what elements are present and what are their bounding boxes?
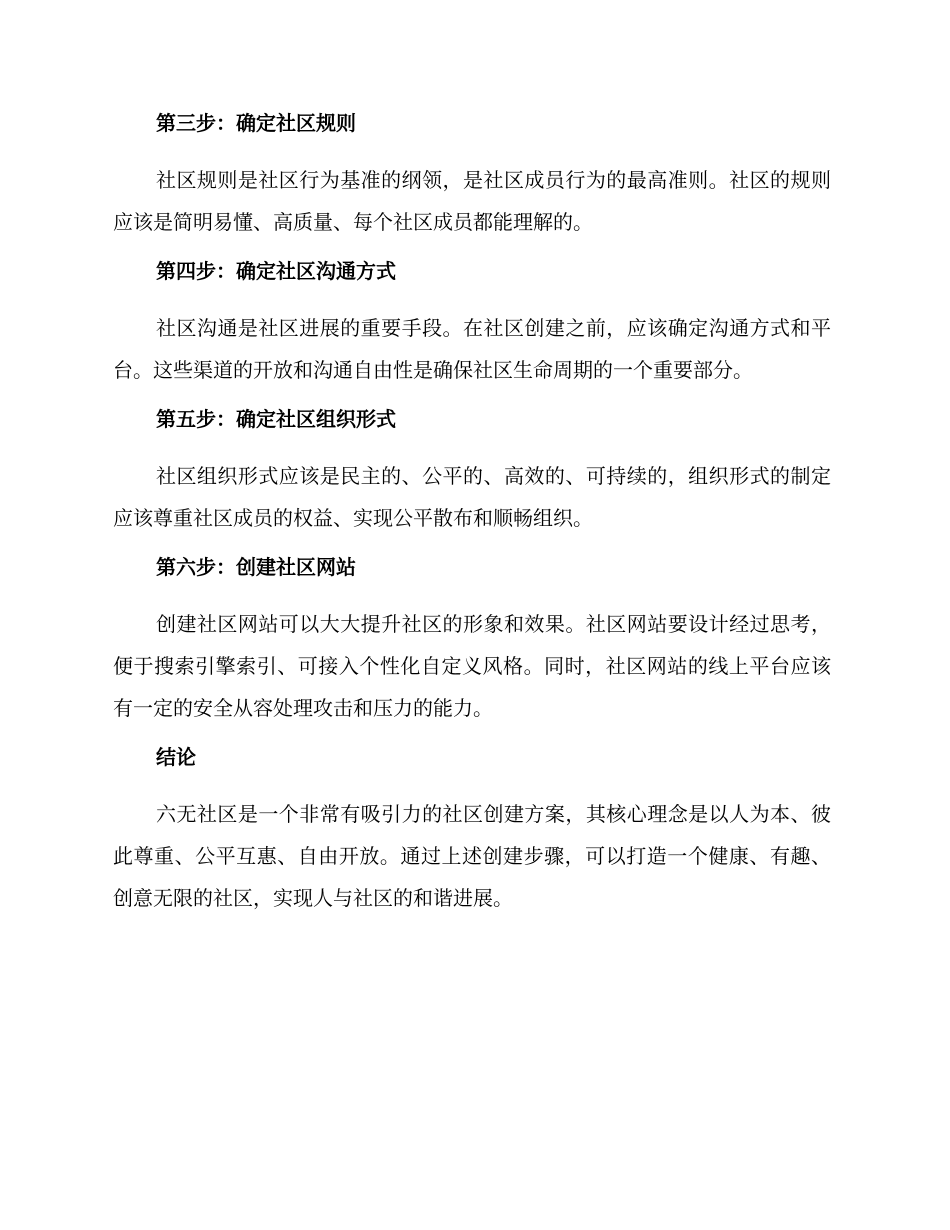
section-heading-rules: 第三步：确定社区规则 [156, 111, 356, 135]
section-heading-communication: 第四步：确定社区沟通方式 [156, 259, 396, 283]
section-heading-conclusion: 结论 [156, 745, 196, 769]
section-paragraph-organization: 社区组织形式应该是民主的、公平的、高效的、可持续的，组织形式的制定应该尊重社区成员的权益、实现公平散布和顺畅组织。 [113, 464, 831, 530]
section-paragraph-conclusion: 六无社区是一个非常有吸引力的社区创建方案，其核心理念是以人为本、彼此尊重、公平互惠、自由开放。通过上述创建步骤，可以打造一个健康、有趣、创意无限的社区，实现人与社区的和谐进展。 [113, 802, 831, 910]
section-paragraph-website: 创建社区网站可以大大提升社区的形象和效果。社区网站要设计经过思考，便于搜索引擎索引、可接入个性化自定义风格。同时，社区网站的线上平台应该有一定的安全从容处理攻击和压力的能力。 [113, 612, 831, 720]
section-paragraph-communication: 社区沟通是社区进展的重要手段。在社区创建之前，应该确定沟通方式和平台。这些渠道的开放和沟通自由性是确保社区生命周期的一个重要部分。 [113, 316, 831, 382]
section-heading-organization: 第五步：确定社区组织形式 [156, 407, 396, 431]
document-body [113, 108, 831, 932]
section-paragraph-rules: 社区规则是社区行为基准的纲领，是社区成员行为的最高准则。社区的规则应该是简明易懂、高质量、每个社区成员都能理解的。 [113, 168, 831, 234]
section-heading-website: 第六步：创建社区网站 [156, 555, 356, 579]
